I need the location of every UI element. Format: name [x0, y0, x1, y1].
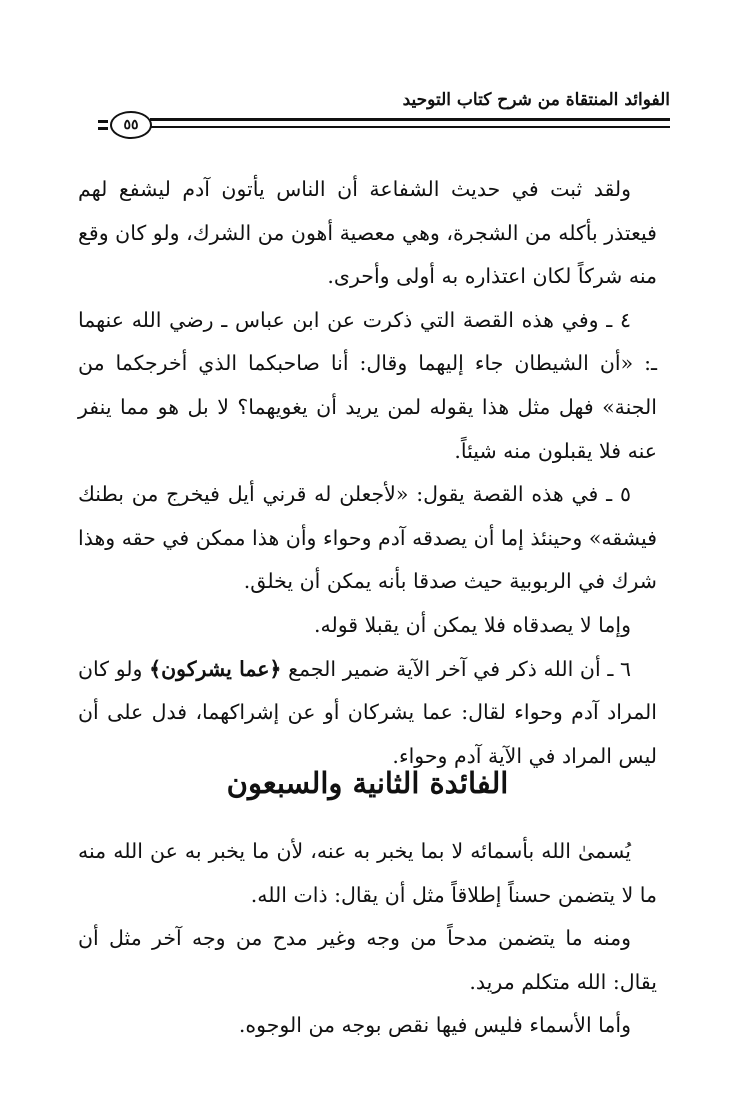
paragraph: وإما لا يصدقاه فلا يمكن أن يقبلا قوله.	[313, 612, 631, 637]
page-number: ٥٥	[110, 111, 152, 139]
section-text	[78, 830, 657, 1048]
paragraph: ولقد ثبت في حديث الشفاعة أن الناس يأتون آدم ليشفع لهم فيعتذر بأكله من الشجرة، وهي معصية أهون من الشرك، ولو كان وقع منه شركاً لكان اعتذاره به أولى وأحرى.	[78, 177, 657, 289]
header-rule	[150, 126, 670, 128]
paragraph-text: ٦ ـ أن الله ذكر في آخر الآية ضمير الجمع	[281, 656, 631, 681]
header-rule	[98, 120, 108, 123]
page-number-ornament	[98, 111, 150, 137]
paragraph: ومنه ما يتضمن مدحاً من وجه وغير مدح من وجه آخر مثل أن يقال: الله متكلم مريد.	[78, 926, 657, 994]
paragraph: وأما الأسماء فليس فيها نقص بوجه من الوجوه.	[238, 1013, 631, 1038]
main-text	[78, 168, 657, 778]
paragraph: ٤ ـ وفي هذه القصة التي ذكرت عن ابن عباس ـ رضي الله عنهما ـ: «أن الشيطان جاء إليهما وقال: أنا صاحبكما الذي أخرجكما من الجنة» فهل مثل هذا يقوله لمن يريد أن يغويهما؟ لا بل هو مما ينفر عنه فلا يقبلون منه شيئاً.	[78, 307, 657, 463]
header-rule	[98, 127, 108, 130]
quran-quote: ﴿عما يشركون﴾	[149, 656, 282, 681]
section-heading: الفائدة الثانية والسبعون	[226, 766, 509, 800]
header-rule	[150, 118, 670, 121]
paragraph-text: ولو كان المراد آدم وحواء لقال: عما يشركان أو عن إشراكهما، فدل على أن ليس المراد في الآية آدم وحواء.	[78, 656, 657, 768]
paragraph: ٥ ـ في هذه القصة يقول: «لأجعلن له قرني أيل فيخرج من بطنك فيشقه» وحينئذ إما أن يصدقه آدم وحواء وأن هذا ممكن في حقه وهذا شرك في الربوبية حيث صدقا بأنه يمكن أن يخلق.	[78, 482, 657, 594]
running-head-title: الفوائد المنتقاة من شرح كتاب التوحيد	[402, 90, 670, 110]
paragraph: يُسمىٰ الله بأسمائه لا بما يخبر به عنه، لأن ما يخبر به عن الله منه ما لا يتضمن حسناً إطلاقاً مثل أن يقال: ذات الله.	[78, 839, 657, 907]
